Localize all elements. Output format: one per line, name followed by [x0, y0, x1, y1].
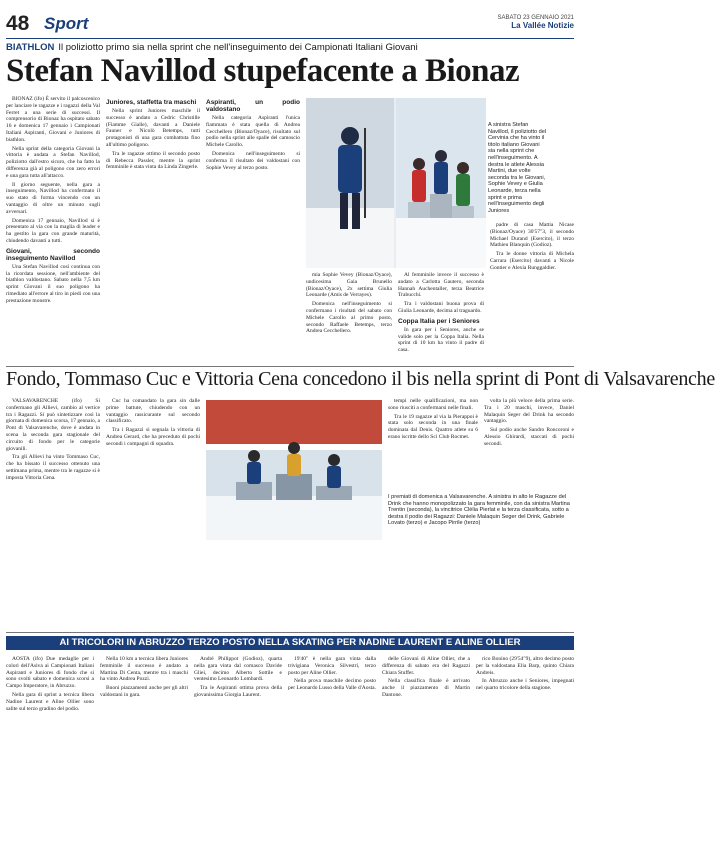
paragraph: Nella 10 km a tecnica libera Juniores femminile il successo è andato a Martina Di Centa, mentre tra i maschi ha vinto Andrea Pozzi. [100, 656, 188, 683]
paragraph: Tra le Aspiranti ottima prova della giovanissima Giorgia Laurent. [194, 685, 282, 698]
paragraph: In Abruzzo anche i Seniores, impegnati nel quarto tricolore della stagione. [476, 678, 574, 692]
story3-column-4 [288, 656, 376, 838]
story3-column-5 [382, 656, 470, 838]
paragraph: Nella gara di sprint a tecnica libera Nadine Laurent e Aline Ollier sono salite sul terzo gradino del podio. [6, 691, 94, 712]
subheading: Coppa Italia per i Seniores [398, 317, 480, 325]
story1-column-3 [206, 96, 300, 364]
paragraph: André Philippot (Godioz), quarta nella gara vinta dal comasco Davide Glieì, decimo Alberto Sottile e ventesimo Leonardo Lombardi. [194, 656, 282, 683]
subheading: Aspiranti, un podio valdostano [206, 99, 300, 113]
paragraph: delle Giovani di Aline Ollier, che a differenza di sabato era del Ragazzi Chiara Stuffer. [382, 656, 470, 676]
kicker-tag: BIATHLON [6, 42, 55, 53]
story3-column-6 [476, 656, 574, 838]
paragraph: Al femminile invece il successo è andato a Carlotta Gautero, seconda Hannah Auchentaller, terza Beatrice Trabucchi. [398, 272, 484, 299]
paragraph: Domenica 17 gennaio, Navillod si è presentato al via con la maglia di leader e ha gestito la gara con grande maturità, chiudendo davanti a tutti. [6, 217, 100, 244]
story1-kicker [6, 42, 574, 53]
paragraph: AOSTA (ifo) Due medaglie per i colori dell'Asiva ai Campionati Italiani Aspiranti e Juniores di fondo che si sono svolti sabato e domenica scorsi a Campo Imperatore, in Abruzzo. [6, 656, 94, 690]
story3-column-2 [100, 656, 188, 838]
issue-date: SABATO 23 GENNAIO 2021 [497, 15, 574, 21]
paragraph: Tra gli Allievi ha vinto Tommaso Cuc, che ha bissato il successo ottenuto una settimana prima, mentre tra le ragazze si è imposta Vittoria Cena. [6, 454, 100, 481]
paragraph: Nella sprint Juniores maschile il successo è andato a Cedric Christille (Fiamme Gialle), davanti a Daniele Fauner e Nicolò Betemps, tutti protagonisti di una gara combattuta fino all'ultimo poligono. [106, 108, 200, 148]
newspaper-name: La Vallée Notizie [511, 21, 574, 30]
story2-photo-caption: I premiati di domenica a Valsavarenche. A sinistra in alto le Ragazze del Drink che hanno monopolizzato la gara femminile, con da sinistra Martina Trentin (seconda), la vincitrice Clèlia Pierlat e la terza classificata, sotto a destra il podio dei Ragazzi: Daniele Malaquin Seger del Drink, Gabriele Lovato (terzo) e Jacopo Pirrile (terzo) [388, 494, 570, 527]
paragraph: mia Sophie Vevey (Bionaz/Oyace), undicesima Gaia Brunello (Bionaz/Oyace), 2x settima Giulia Leonarde (Amis de Verrayes). [306, 272, 392, 299]
paragraph: Una Stefan Navillod così continua con la ricordata sessione, nell'ambiente del biathlon valdostano. Sabato nella 7,5 km sprint Giovani il suo poligono ha rimediato all'errore al tiro in piedi con una prestazione monstre. [6, 263, 100, 304]
header-rule [6, 38, 574, 39]
paragraph: Tra le 19 ragazze al via la Pierappoi è stata solo seconda in una finale dominata dal Denis. Quattro atlete su 6 erano iscritte dello Sci Club Rocmet. [388, 413, 478, 440]
paragraph: Nella sprint della categoria Giovani la vittoria è andata a Stefan Navillod, poliziotto dall'estro sicuro, che ha fatto la differenza già al poligono con zero errori e una gara tutta all'attacco. [6, 145, 100, 179]
page-number: 48 [6, 12, 30, 35]
story1-column-6 [490, 222, 574, 364]
story1-headline: Stefan Navillod stupefacente a Bionaz [6, 53, 520, 89]
paragraph: Nella classifica finale è arrivato anche il piazzamento di Martin Dantone. [382, 678, 470, 698]
story-divider [6, 632, 574, 633]
paragraph: VALSAVARENCHE (ifo) Si confermano gli Allievi, cambio al vertice tra i Ragazzi. Si può sintetizzare così la giornata di domenica scorsa, 17 gennaio, a Pont di Valsavarenche, dove è andata in scena la seconda gara stagionale del circuito di fondo per le categorie giovanili. [6, 398, 100, 452]
biathlon-athletes-photo [306, 98, 486, 268]
paragraph: Nella prova maschile decimo posto per Leonardo Lusso della Valle d'Aosta. [288, 678, 376, 692]
page-header [6, 12, 574, 36]
paragraph: Tra le ragazze ottimo il secondo posto di Rebecca Passler, mentre la sprint femminile è stata vinta da Linda Zingerle. [106, 150, 200, 171]
paragraph: Tra i valdostani buona prova di Giulia Leonarde, decima al traguardo. [398, 301, 484, 314]
podium-ceremony-photo [206, 400, 382, 540]
story2-column-1 [6, 398, 100, 630]
subheading: Giovani, secondo inseguimento Navillod [6, 247, 100, 262]
story1-photo [306, 98, 486, 268]
paragraph: In gara per i Seniores, anche se valide solo per la Coppa Italia. Nella sprint di 10 km ha vinto il padre di casa. [398, 326, 484, 354]
story3-column-3 [194, 656, 282, 838]
story-divider [6, 366, 574, 367]
paragraph: Nella categoria Aspiranti l'unica fiammata è stata quella di Andrea Cecchellero (Bionaz/Oyace), risultato sul podio nella sprint alle spalle del camoscio Michele Carollo. [206, 115, 300, 149]
section-title: Sport [44, 14, 89, 33]
story2-column-2 [106, 398, 200, 630]
story3-column-1 [6, 656, 94, 838]
paragraph: Tra i Ragazzi si segnala la vittoria di Andrea Gerard, che ha preceduto di pochi secondi i compagni di squadra. [106, 427, 200, 447]
story1-column-2 [106, 96, 200, 364]
paragraph: Tra le donne vittoria di Michela Carrara (Esercito) davanti a Nicole Gontier e Alexia Runggaldier. [490, 251, 574, 271]
paragraph: Domenica nell'inseguimento si confermano i risultati del sabato con Michele Carollo al primo posto, secondo Raffaele Betemps, terzo Andrea Cecchellero. [306, 301, 392, 335]
paragraph: tempi nelle qualificazioni, ma non sono riusciti a confermarsi nelle finali. [388, 398, 478, 411]
story3-banner: AI TRICOLORI IN ABRUZZO TERZO POSTO NELLA SKATING PER NADINE LAURENT E ALINE OLLIER [6, 636, 574, 650]
paragraph: volta la più veloce della prima serie. Tra i 20 maschi, invece, Daniel Malaquin Seger del Drink ha secondo vantaggio. [484, 398, 574, 425]
subheading: Juniores, staffetta tra maschi [106, 99, 197, 106]
story1-column-5 [398, 272, 484, 364]
paragraph: Domenica nell'inseguimento si conferma il risultato dei valdostani con Sophie Vevey al terzo posto. [206, 150, 300, 171]
masthead [498, 15, 574, 30]
story2-column-3 [388, 398, 478, 490]
paragraph: Cuc ha comandato la gara sin dalle prime battute, chiudendo con un vantaggio rassicurante sul secondo classificato. [106, 398, 200, 425]
story1-column-4 [306, 272, 392, 364]
paragraph: padre di casa Mattia Nicase (Bionaz/Oyace) 30'57"3, il secondo Michael Durand (Esercito), il terzo Mathieu Blanquin (Godioz). [490, 222, 574, 249]
paragraph: Sul podio anche Sandro Roncoroni e Alessio Ghirardi, staccati di pochi secondi. [484, 427, 574, 447]
story1-column-1 [6, 96, 100, 364]
paragraph: Buoni piazzamenti anche per gli altri valdostani in gara. [100, 685, 188, 698]
paragraph: rico Bonino (29'54"9), altro decimo posto per la valdostana Elia Barp, quinto Chiara Andreis. [476, 656, 574, 676]
story2-photo [206, 400, 382, 540]
story1-photo-caption: A sinistra Stefan Navillod, il poliziotto del Cervinia che ha vinto il titolo italiano Giovani sia nella sprint che nell'inseguimento. A destra le atlete Alessia Martini, due volte seconda tra le Giovani, Sophie Vevey e Giulia Leonarde, terza nella sprint e prima nell'inseguimento degli Juniores [488, 122, 547, 214]
paragraph: BIONAZ (ifo) È servito il palcoscenico per lanciare le ragazze e i ragazzi della Val Ferret a una serie di successi. Il comprensorio di Bionaz ha ospitato sabato 16 e domenica 17 gennaio i Campionati Italiani Aspiranti, Giovani e Juniores di biathlon. [6, 96, 100, 143]
kicker-text: Il poliziotto primo sia nella sprint che nell'inseguimento dei Campionati Italiani Giovani [58, 42, 418, 53]
paragraph: Il giorno seguente, nella gara a inseguimento, Navillod ha confermato il suo stato di forma vincendo con un vantaggio di oltre un minuto sugli avversari. [6, 181, 100, 215]
story2-column-4 [484, 398, 574, 490]
story2-headline: Fondo, Tommaso Cuc e Vittoria Cena concedono il bis nella sprint di Pont di Valsavarenche [6, 368, 715, 390]
paragraph: 19'40" è nella gara vinta dalla trivigiana Veronica Silvestri, terzo posto per Aline Ollier. [288, 656, 376, 676]
